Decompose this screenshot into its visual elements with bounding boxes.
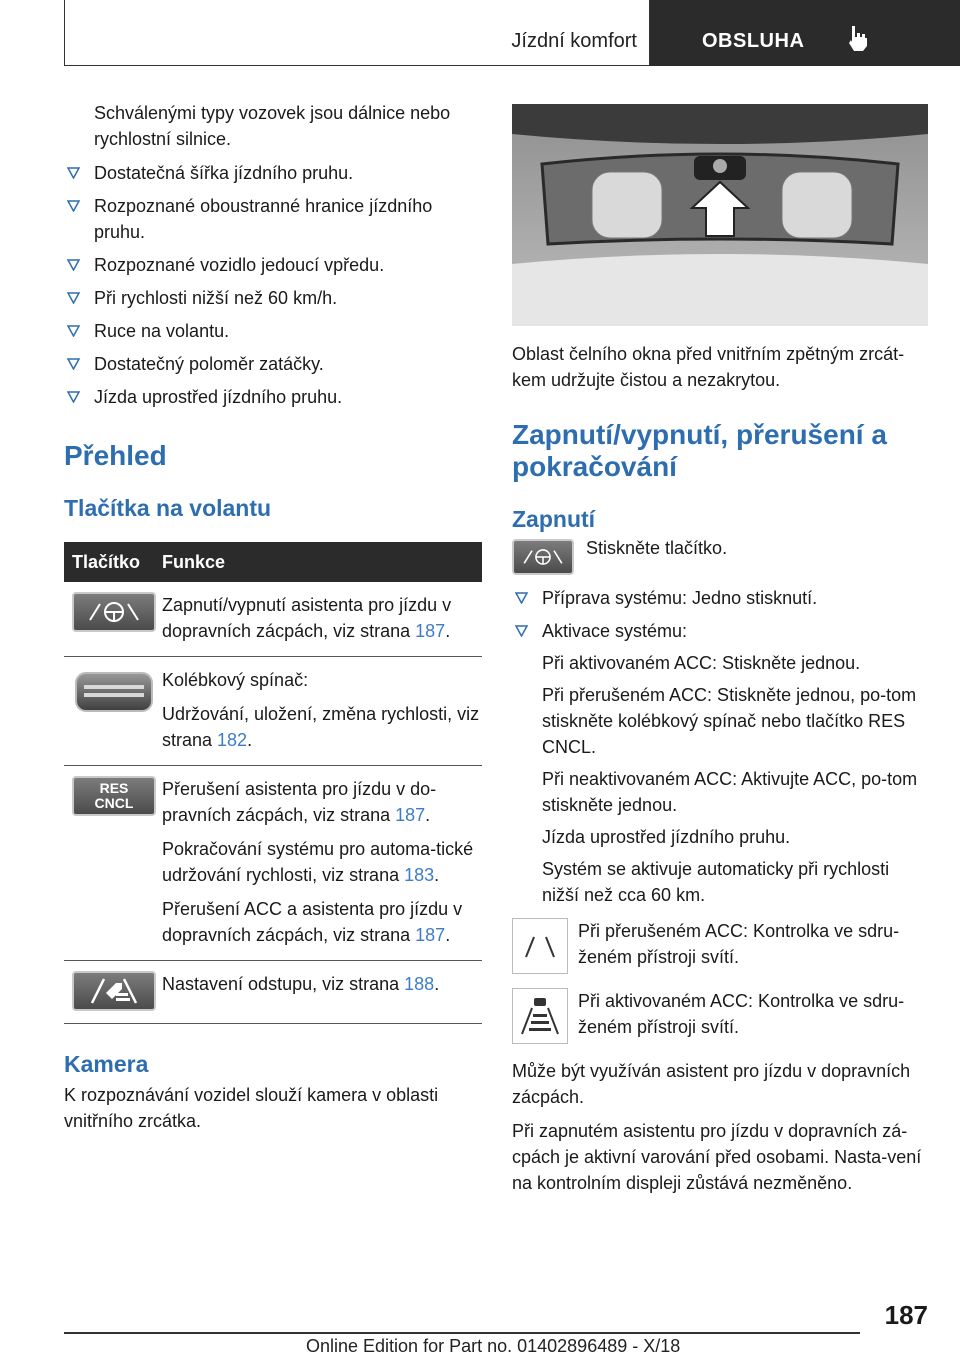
- table-header-row: [64, 542, 482, 582]
- list-item: Aktivace systému: Při aktivovaném ACC: Stiskněte jednou. Při přerušeném ACC: Stiskněte jednou, po-tom stiskněte kolébkový spínač nebo tlačítko RES CNCL. Při neaktivovaném ACC: Aktivujte ACC, po-tom stiskněte jednou. Jízda uprostřed jízdního pruhu. Systém se aktivuje automaticky při rychlosti nižší než cca 60 km.: [512, 618, 928, 908]
- table-row: Zapnutí/vypnutí asistenta pro jízdu v dopravních zácpách, viz strana 187.: [64, 582, 482, 657]
- intro-text: Schválenými typy vozovek jsou dálnice nebo rychlostní silnice.: [94, 103, 451, 149]
- heading-zapnuti: Zapnutí: [512, 506, 596, 532]
- page-link[interactable]: 187: [415, 925, 446, 945]
- page-link[interactable]: 187: [415, 621, 446, 641]
- steering-assist-icon: [512, 539, 574, 575]
- sub-text: Jízda uprostřed jízdního pruhu.: [542, 827, 791, 847]
- press-button-text: Stiskněte tlačítko.: [586, 538, 728, 558]
- triangle-bullet-icon: [67, 391, 80, 403]
- kamera-text: K rozpoznávání vozidel slouží kamera v oblasti vnitřního zrcátka.: [64, 1085, 439, 1131]
- chapter-tab: [650, 0, 960, 66]
- sub-text: Při neaktivovaném ACC: Aktivujte ACC, po-tom stiskněte jednou.: [542, 769, 918, 815]
- table-row: Kolébkový spínač: Udržování, uložení, změna rychlosti, viz strana 182.: [64, 657, 482, 766]
- right-column: [512, 104, 928, 1204]
- triangle-bullet-icon: [515, 625, 528, 637]
- heading-tlacitka: Tlačítka na volantu: [64, 495, 272, 521]
- paragraph-person-warning: Při zapnutém asistentu pro jízdu v dopravních zá-cpách je aktivní varování před osobami. Nasta-vení na kontrolním displeji zůstává nezměněno.: [512, 1121, 922, 1193]
- col-header-button: Tlačítko: [64, 542, 162, 582]
- footer-divider: [64, 1332, 860, 1334]
- table-row: Nastavení odstupu, viz strana 188.: [64, 961, 482, 1024]
- left-column: [64, 100, 482, 1142]
- triangle-bullet-icon: [515, 592, 528, 604]
- list-item: Jízda uprostřed jízdního pruhu.: [64, 384, 482, 410]
- triangle-bullet-icon: [67, 325, 80, 337]
- buttons-table: [64, 542, 482, 1024]
- acc-interrupted-indicator-icon: [512, 918, 568, 974]
- triangle-bullet-icon: [67, 358, 80, 370]
- triangle-bullet-icon: [67, 200, 80, 212]
- paragraph-traffic-assist: Může být využíván asistent pro jízdu v dopravních zácpách.: [512, 1061, 911, 1107]
- col-header-function: Funkce: [162, 542, 482, 582]
- list-item: Rozpoznané oboustranné hranice jízdního pruhu.: [64, 193, 482, 245]
- page-link[interactable]: 188: [404, 974, 435, 994]
- sub-text: Při přerušeném ACC: Stiskněte jednou, po-tom stiskněte kolébkový spínač nebo tlačítko RES CNCL.: [542, 685, 917, 757]
- rocker-switch-icon: [72, 667, 156, 717]
- photo-caption: Oblast čelního okna před vnitřním zpětným zrcát-kem udržujte čistou a nezakrytou.: [512, 344, 905, 390]
- list-item: Příprava systému: Jedno stisknutí.: [512, 585, 928, 611]
- activation-list: [512, 585, 928, 908]
- list-item: Ruce na volantu.: [64, 318, 482, 344]
- acc-active-indicator-icon: [512, 988, 568, 1044]
- table-row: RES CNCL Přerušení asistenta pro jízdu v do-pravních zácpách, viz strana 187. Pokračování systému pro automa-tické udržování rychlosti, viz strana 183. Přerušení ACC a asistenta pro jízdu v dopravních zácpách, viz strana 187.: [64, 766, 482, 961]
- edition-text: Online Edition for Part no. 01402896489 - X/18: [306, 1336, 681, 1356]
- windshield-camera-photo: [512, 104, 928, 326]
- sub-text: Systém se aktivuje automaticky při rychlosti nižší než cca 60 km.: [542, 859, 890, 905]
- steering-assist-icon: [72, 592, 156, 632]
- triangle-bullet-icon: [67, 292, 80, 304]
- list-item: Dostatečný poloměr zatáčky.: [64, 351, 482, 377]
- page-number: 187: [884, 1300, 928, 1330]
- indicator-text-active: Při aktivovaném ACC: Kontrolka ve sdru-ženém přístroji svítí.: [578, 991, 905, 1037]
- conditions-list: [64, 160, 482, 410]
- heading-kamera: Kamera: [64, 1051, 149, 1077]
- section-title: Jízdní komfort: [511, 30, 637, 52]
- triangle-bullet-icon: [67, 259, 80, 271]
- heading-zapnuti-vypnuti: Zapnutí/vypnutí, přerušení a pokračování: [512, 419, 887, 482]
- list-item: Dostatečná šířka jízdního pruhu.: [64, 160, 482, 186]
- section-tab: [64, 0, 650, 66]
- distance-icon: [72, 971, 156, 1011]
- chapter-title: OBSLUHA: [702, 30, 805, 52]
- page-header: [64, 0, 960, 66]
- list-item: Při rychlosti nižší než 60 km/h.: [64, 285, 482, 311]
- triangle-bullet-icon: [67, 167, 80, 179]
- indicator-text-interrupted: Při přerušeném ACC: Kontrolka ve sdru-ženém přístroji svítí.: [578, 921, 900, 967]
- sub-text: Při aktivovaném ACC: Stiskněte jednou.: [542, 653, 861, 673]
- heading-prehled: Přehled: [64, 440, 167, 471]
- page-link[interactable]: 183: [404, 865, 435, 885]
- list-item: Rozpoznané vozidlo jedoucí vpředu.: [64, 252, 482, 278]
- res-cncl-icon: RES CNCL: [72, 776, 156, 816]
- page-link[interactable]: 187: [395, 805, 426, 825]
- hand-pointer-icon: [846, 24, 870, 52]
- page-link[interactable]: 182: [217, 730, 248, 750]
